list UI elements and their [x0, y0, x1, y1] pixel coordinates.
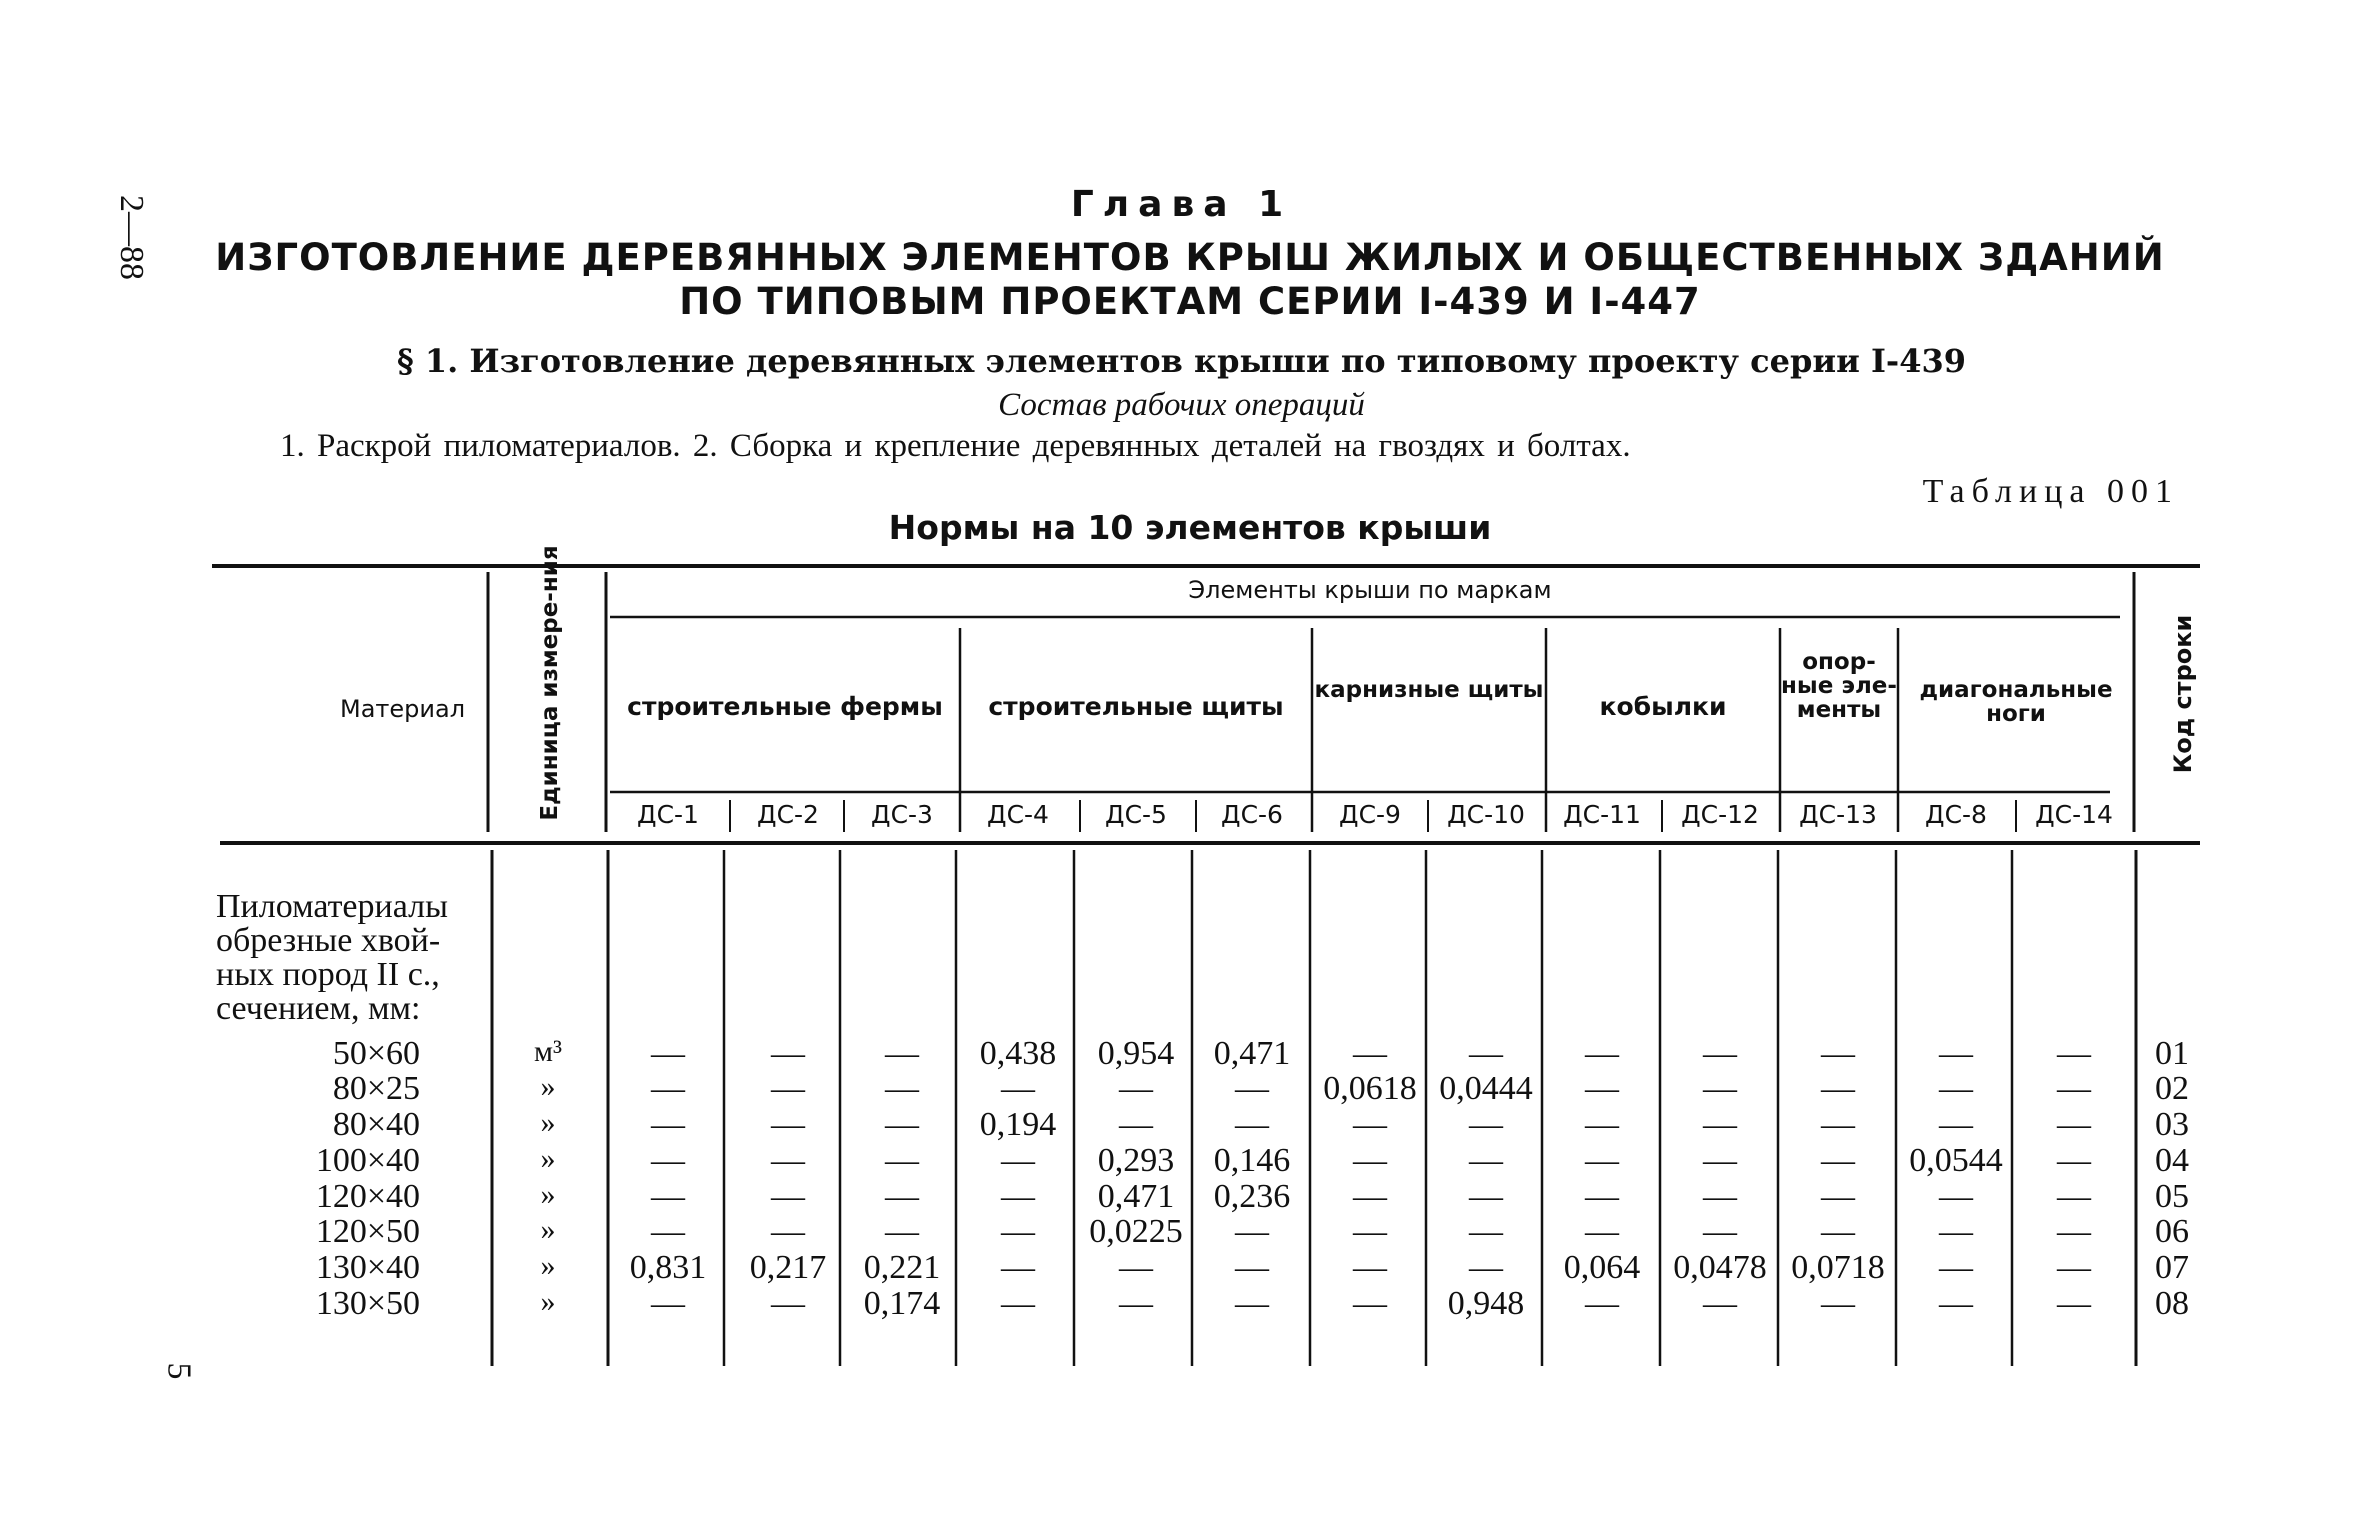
mark-label: ДС-12	[1681, 800, 1759, 829]
row-value: —	[1703, 1070, 1737, 1107]
row-value: —	[1703, 1106, 1737, 1143]
row-value: —	[1939, 1178, 1973, 1215]
row-value: —	[771, 1142, 805, 1179]
row-value: —	[1703, 1285, 1737, 1322]
material-caption-line: сечением, мм:	[216, 990, 421, 1027]
chapter-heading: Глава 1	[1070, 184, 1293, 225]
col-header-code-wrap	[2138, 614, 2228, 774]
row-value: 0,471	[1097, 1178, 1175, 1215]
mark-label: ДС-2	[757, 800, 819, 829]
mark-label: ДС-1	[637, 800, 699, 829]
row-value: —	[771, 1213, 805, 1250]
row-value: —	[885, 1142, 919, 1179]
mark-label: ДС-9	[1339, 800, 1401, 829]
row-value: 0,438	[979, 1035, 1057, 1072]
row-section: 120×50	[315, 1213, 420, 1250]
group-label: строительные фермы	[627, 692, 943, 721]
group-label: карнизные щиты	[1314, 677, 1544, 703]
row-code: 04	[2155, 1142, 2189, 1179]
row-value: —	[1939, 1035, 1973, 1072]
row-value: 0,471	[1213, 1035, 1291, 1072]
row-section: 120×40	[315, 1178, 420, 1215]
row-section: 80×25	[332, 1070, 420, 1107]
material-caption-line: ных пород II с.,	[216, 956, 440, 993]
row-unit: м³	[534, 1035, 562, 1068]
row-section: 130×50	[315, 1285, 420, 1322]
row-value: —	[1469, 1213, 1503, 1250]
mark-label: ДС-10	[1447, 800, 1525, 829]
row-value: —	[1119, 1249, 1153, 1286]
row-value: —	[1001, 1249, 1035, 1286]
row-value: 0,146	[1213, 1142, 1291, 1179]
group-label: диагональные ноги	[1919, 677, 2113, 727]
row-value: —	[651, 1178, 685, 1215]
operations-text: 1. Раскрой пиломатериалов. 2. Сборка и крепление деревянных деталей на гвоздях и болтах.	[280, 428, 1631, 464]
row-value: —	[1939, 1106, 1973, 1143]
row-value: —	[2057, 1249, 2091, 1286]
row-section: 100×40	[315, 1142, 420, 1179]
row-value: —	[1585, 1213, 1619, 1250]
mark-label: ДС-6	[1221, 800, 1283, 829]
row-value: —	[885, 1178, 919, 1215]
row-value: 0,948	[1447, 1285, 1525, 1322]
row-value: —	[1119, 1106, 1153, 1143]
row-value: 0,0544	[1909, 1142, 2003, 1179]
row-value: —	[651, 1070, 685, 1107]
row-value: —	[1585, 1178, 1619, 1215]
row-value: —	[1585, 1142, 1619, 1179]
row-value: 0,831	[629, 1249, 707, 1286]
row-value: —	[1001, 1142, 1035, 1179]
row-value: —	[1235, 1070, 1269, 1107]
row-value: —	[1585, 1285, 1619, 1322]
row-value: —	[1939, 1213, 1973, 1250]
row-value: —	[1235, 1213, 1269, 1250]
row-value: —	[2057, 1178, 2091, 1215]
row-value: —	[1235, 1249, 1269, 1286]
row-value: —	[2057, 1285, 2091, 1322]
row-value: —	[1353, 1213, 1387, 1250]
row-code: 02	[2155, 1070, 2189, 1107]
row-value: —	[1469, 1178, 1503, 1215]
row-value: —	[1703, 1213, 1737, 1250]
row-value: —	[1001, 1070, 1035, 1107]
mark-label: ДС-11	[1563, 800, 1641, 829]
chapter-title-line1: ИЗГОТОВЛЕНИЕ ДЕРЕВЯННЫХ ЭЛЕМЕНТОВ КРЫШ ЖИЛЫХ И ОБЩЕСТВЕННЫХ ЗДАНИЙ	[215, 236, 2165, 279]
row-value: —	[771, 1285, 805, 1322]
row-value: —	[2057, 1142, 2091, 1179]
row-value: —	[1821, 1035, 1855, 1072]
mark-label: ДС-3	[871, 800, 933, 829]
col-header-code: Код строки	[2169, 614, 2197, 774]
row-value: —	[771, 1035, 805, 1072]
col-header-material: Материал	[340, 695, 466, 723]
row-value: —	[1939, 1070, 1973, 1107]
mark-label: ДС-8	[1925, 800, 1987, 829]
row-value: —	[1001, 1285, 1035, 1322]
row-value: —	[1469, 1035, 1503, 1072]
row-value: —	[1119, 1285, 1153, 1322]
row-value: —	[1353, 1285, 1387, 1322]
mark-label: ДС-13	[1799, 800, 1877, 829]
row-value: —	[651, 1142, 685, 1179]
table-title: Нормы на 10 элементов крыши	[888, 508, 1492, 547]
row-unit: »	[540, 1249, 556, 1282]
material-caption-line: Пиломатериалы	[216, 888, 448, 925]
row-section: 80×40	[332, 1106, 420, 1143]
row-value: 0,293	[1097, 1142, 1175, 1179]
row-value: —	[1585, 1070, 1619, 1107]
row-value: —	[1119, 1070, 1153, 1107]
row-value: —	[1353, 1249, 1387, 1286]
row-value: —	[1001, 1178, 1035, 1215]
row-value: —	[1469, 1106, 1503, 1143]
row-value: —	[1353, 1178, 1387, 1215]
row-value: —	[885, 1106, 919, 1143]
col-header-unit-wrap	[480, 545, 620, 821]
row-value: —	[2057, 1213, 2091, 1250]
row-value: 0,0718	[1791, 1249, 1885, 1286]
row-value: 0,217	[749, 1249, 827, 1286]
row-value: —	[1235, 1285, 1269, 1322]
margin-page-code: 2—88	[113, 195, 150, 280]
col-header-unit: Единица измере-ния	[537, 545, 563, 821]
row-value: —	[1821, 1106, 1855, 1143]
row-section: 130×40	[315, 1249, 420, 1286]
row-unit: »	[540, 1106, 556, 1139]
row-value: —	[885, 1213, 919, 1250]
row-value: —	[885, 1035, 919, 1072]
row-value: —	[1353, 1142, 1387, 1179]
mark-label: ДС-4	[987, 800, 1049, 829]
row-value: —	[1939, 1285, 1973, 1322]
mark-label: ДС-5	[1105, 800, 1167, 829]
row-value: —	[2057, 1070, 2091, 1107]
row-value: —	[651, 1285, 685, 1322]
row-value: —	[1821, 1178, 1855, 1215]
col-header-group: Элементы крыши по маркам	[1188, 576, 1552, 604]
row-value: 0,194	[979, 1106, 1057, 1143]
row-value: 0,0618	[1323, 1070, 1417, 1107]
row-code: 03	[2155, 1106, 2189, 1143]
row-value: —	[771, 1178, 805, 1215]
row-value: —	[1703, 1035, 1737, 1072]
row-value: —	[1821, 1142, 1855, 1179]
row-value: —	[1235, 1106, 1269, 1143]
row-value: —	[651, 1035, 685, 1072]
row-code: 06	[2155, 1213, 2189, 1250]
row-value: 0,0444	[1439, 1070, 1533, 1107]
row-code: 08	[2155, 1285, 2189, 1322]
row-code: 07	[2155, 1249, 2189, 1286]
mark-label: ДС-14	[2035, 800, 2113, 829]
row-unit: »	[540, 1213, 556, 1246]
chapter-title-line2: ПО ТИПОВЫМ ПРОЕКТАМ СЕРИИ І-439 И І-447	[679, 280, 1701, 323]
margin-page-number: 5	[160, 1362, 198, 1380]
group-label: кобылки	[1599, 692, 1727, 721]
row-unit: »	[540, 1178, 556, 1211]
row-section: 50×60	[332, 1035, 420, 1072]
row-value: —	[1353, 1035, 1387, 1072]
row-value: —	[1703, 1178, 1737, 1215]
row-value: —	[1821, 1070, 1855, 1107]
row-value: 0,0478	[1673, 1249, 1767, 1286]
row-value: —	[1469, 1249, 1503, 1286]
row-unit: »	[540, 1285, 556, 1318]
group-label: строительные щиты	[988, 692, 1284, 721]
row-value: —	[771, 1070, 805, 1107]
row-value: —	[1001, 1213, 1035, 1250]
row-value: 0,221	[863, 1249, 941, 1286]
row-value: —	[1585, 1106, 1619, 1143]
row-value: 0,064	[1563, 1249, 1641, 1286]
row-value: —	[651, 1213, 685, 1250]
row-value: —	[651, 1106, 685, 1143]
row-value: 0,954	[1097, 1035, 1175, 1072]
row-value: —	[1821, 1285, 1855, 1322]
row-value: —	[1939, 1249, 1973, 1286]
row-value: —	[1703, 1142, 1737, 1179]
row-code: 01	[2155, 1035, 2189, 1072]
row-value: 0,174	[863, 1285, 941, 1322]
row-value: 0,236	[1213, 1178, 1291, 1215]
material-caption-line: обрезные хвой-	[216, 922, 441, 959]
table-label: Таблица 001	[1922, 473, 2179, 510]
row-value: —	[885, 1070, 919, 1107]
row-value: —	[1821, 1213, 1855, 1250]
row-value: —	[1353, 1106, 1387, 1143]
row-code: 05	[2155, 1178, 2189, 1215]
row-unit: »	[540, 1142, 556, 1175]
group-label: опор-ные эле-менты	[1781, 649, 1897, 723]
row-value: —	[1585, 1035, 1619, 1072]
row-value: —	[2057, 1035, 2091, 1072]
section-heading: § 1. Изготовление деревянных элементов крыши по типовому проекту серии І-439	[397, 342, 1966, 380]
row-value: 0,0225	[1089, 1213, 1183, 1250]
row-value: —	[2057, 1106, 2091, 1143]
operations-heading: Состав рабочих операций	[998, 387, 1365, 423]
row-value: —	[771, 1106, 805, 1143]
row-unit: »	[540, 1070, 556, 1103]
row-value: —	[1469, 1142, 1503, 1179]
